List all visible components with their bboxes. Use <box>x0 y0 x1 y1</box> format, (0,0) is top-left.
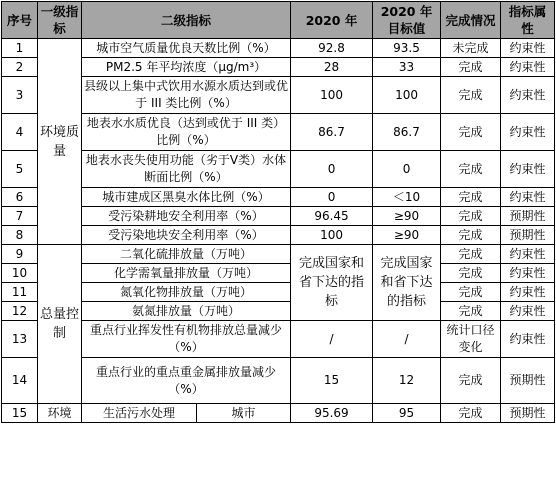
target-value: / <box>373 321 441 358</box>
table-row <box>2 321 555 358</box>
value-2020: / <box>291 321 373 358</box>
attr-cell: 约束性 <box>501 188 555 207</box>
row-number: 7 <box>2 207 38 226</box>
status-cell: 完成 <box>441 77 501 114</box>
category-env: 环境 <box>38 404 82 423</box>
table-row <box>2 226 555 245</box>
value-2020: 28 <box>291 58 373 77</box>
attr-cell: 约束性 <box>501 151 555 188</box>
table-row <box>2 264 555 283</box>
value-2020: 15 <box>291 358 373 404</box>
status-cell: 完成 <box>441 283 501 302</box>
row-number: 8 <box>2 226 38 245</box>
indicator-name: 受污染耕地安全利用率（%） <box>82 207 291 226</box>
row-number: 12 <box>2 302 38 321</box>
indicator-name: 氨氮排放量（万吨） <box>82 302 291 321</box>
indicator-name: 地表水丧失使用功能（劣于Ⅴ类）水体断面比例（%） <box>82 151 291 188</box>
table-row <box>2 151 555 188</box>
attr-cell: 预期性 <box>501 358 555 404</box>
attr-cell: 约束性 <box>501 264 555 283</box>
attr-cell: 预期性 <box>501 207 555 226</box>
status-cell: 未完成 <box>441 39 501 58</box>
table-row <box>2 207 555 226</box>
indicator-name: 重点行业挥发性有机物排放总量减少（%） <box>82 321 291 358</box>
status-cell: 完成 <box>441 151 501 188</box>
target-value: 12 <box>373 358 441 404</box>
attr-cell: 约束性 <box>501 114 555 151</box>
indicator-name: 氮氧化物排放量（万吨） <box>82 283 291 302</box>
target-value: ≥90 <box>373 207 441 226</box>
target-value: ≥90 <box>373 226 441 245</box>
row-number: 14 <box>2 358 38 404</box>
header-attr: 指标属性 <box>501 2 555 39</box>
value-2020: 100 <box>291 77 373 114</box>
status-cell: 完成 <box>441 114 501 151</box>
target-value: 0 <box>373 151 441 188</box>
header-level1: 一级指标 <box>38 2 82 39</box>
category-env-quality: 环境质量 <box>38 39 82 245</box>
indicator-name: 城市建成区黑臭水体比例（%） <box>82 188 291 207</box>
status-cell: 完成 <box>441 302 501 321</box>
value-2020: 100 <box>291 226 373 245</box>
table-row <box>2 302 555 321</box>
category-total-control: 总量控制 <box>38 245 82 404</box>
indicator-name: 生活污水处理 <box>82 404 197 423</box>
indicator-table <box>1 1 555 423</box>
indicator-name: PM2.5 年平均浓度（μg/m³） <box>82 58 291 77</box>
status-cell: 完成 <box>441 245 501 264</box>
status-cell: 完成 <box>441 226 501 245</box>
row-number: 3 <box>2 77 38 114</box>
header-seq: 序号 <box>2 2 38 39</box>
row-number: 11 <box>2 283 38 302</box>
table-row <box>2 283 555 302</box>
attr-cell: 预期性 <box>501 404 555 423</box>
header-2020: 2020 年 <box>291 2 373 39</box>
attr-cell: 约束性 <box>501 245 555 264</box>
table-row <box>2 245 555 264</box>
status-cell: 统计口径变化 <box>441 321 501 358</box>
header-row <box>2 2 555 39</box>
attr-cell: 约束性 <box>501 39 555 58</box>
target-value: 86.7 <box>373 114 441 151</box>
indicator-name: 地表水水质优良（达到或优于 III 类）比例（%） <box>82 114 291 151</box>
table-row <box>2 358 555 404</box>
attr-cell: 约束性 <box>501 321 555 358</box>
status-cell: 完成 <box>441 58 501 77</box>
value-2020: 86.7 <box>291 114 373 151</box>
table-row <box>2 114 555 151</box>
merged-target-value: 完成国家和省下达的指标 <box>373 245 441 321</box>
value-2020: 96.45 <box>291 207 373 226</box>
merged-value-2020: 完成国家和省下达的指标 <box>291 245 373 321</box>
value-2020: 95.69 <box>291 404 373 423</box>
status-cell: 完成 <box>441 207 501 226</box>
row-number: 9 <box>2 245 38 264</box>
status-cell: 完成 <box>441 358 501 404</box>
table-row <box>2 39 555 58</box>
indicator-name: 县级以上集中式饮用水源水质达到或优于 III 类比例（%） <box>82 77 291 114</box>
indicator-name: 二氧化硫排放量（万吨） <box>82 245 291 264</box>
status-cell: 完成 <box>441 404 501 423</box>
value-2020: 0 <box>291 151 373 188</box>
row-number: 15 <box>2 404 38 423</box>
table-row <box>2 58 555 77</box>
indicator-name: 受污染地块安全利用率（%） <box>82 226 291 245</box>
header-2020-target: 2020 年目标值 <box>373 2 441 39</box>
row-number: 4 <box>2 114 38 151</box>
indicator-name: 化学需氧量排放量（万吨） <box>82 264 291 283</box>
value-2020: 92.8 <box>291 39 373 58</box>
table-row <box>2 188 555 207</box>
row-number: 13 <box>2 321 38 358</box>
target-value: 33 <box>373 58 441 77</box>
indicator-name: 城市空气质量优良天数比例（%） <box>82 39 291 58</box>
attr-cell: 约束性 <box>501 58 555 77</box>
header-level2: 二级指标 <box>82 2 291 39</box>
row-number: 2 <box>2 58 38 77</box>
target-value: 100 <box>373 77 441 114</box>
target-value: 93.5 <box>373 39 441 58</box>
attr-cell: 预期性 <box>501 226 555 245</box>
table-row <box>2 404 555 423</box>
attr-cell: 约束性 <box>501 302 555 321</box>
row-number: 10 <box>2 264 38 283</box>
header-status: 完成情况 <box>441 2 501 39</box>
attr-cell: 约束性 <box>501 77 555 114</box>
status-cell: 完成 <box>441 264 501 283</box>
indicator-subname: 城市 <box>197 404 291 423</box>
attr-cell: 约束性 <box>501 283 555 302</box>
status-cell: 完成 <box>441 188 501 207</box>
value-2020: 0 <box>291 188 373 207</box>
indicator-name: 重点行业的重点重金属排放量减少（%） <box>82 358 291 404</box>
row-number: 6 <box>2 188 38 207</box>
target-value: 95 <box>373 404 441 423</box>
row-number: 1 <box>2 39 38 58</box>
table-row <box>2 77 555 114</box>
target-value: ＜10 <box>373 188 441 207</box>
row-number: 5 <box>2 151 38 188</box>
